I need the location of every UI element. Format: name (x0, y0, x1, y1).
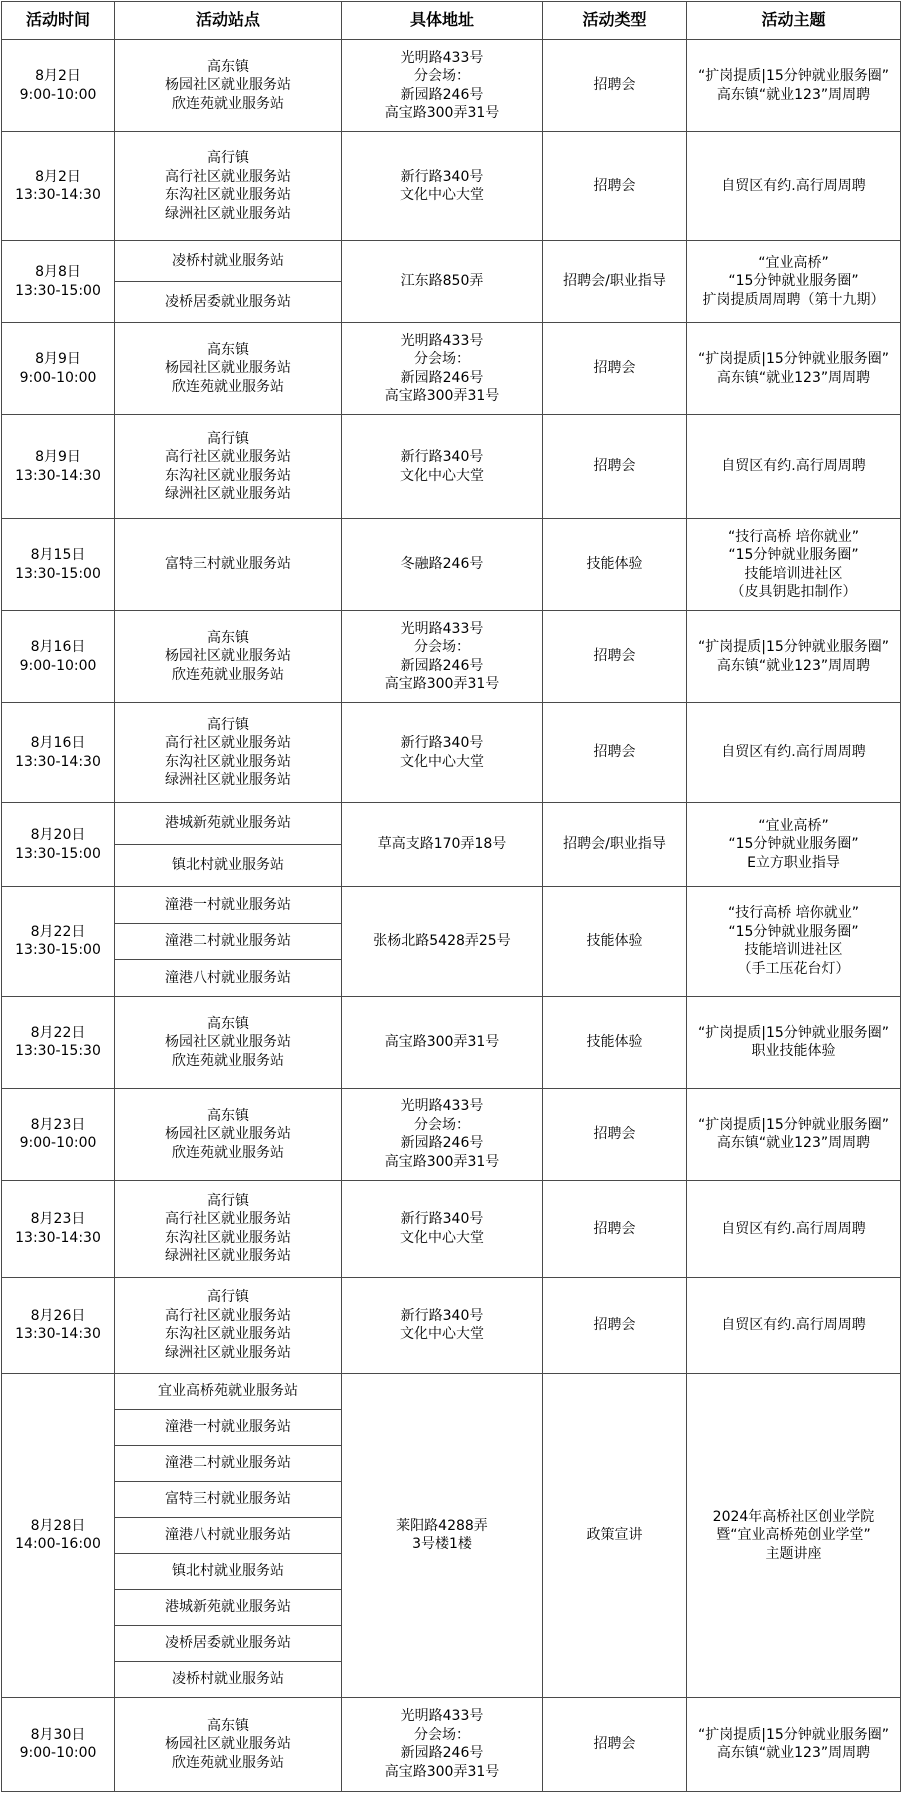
activity-theme: “宜业高桥” “15分钟就业服务圈” 扩岗提质周周聘（第十九期） (687, 241, 901, 323)
activity-time: 8月2日 9:00-10:00 (2, 40, 115, 132)
activity-type: 技能体验 (543, 887, 687, 997)
activity-station: 港城新苑就业服务站 (115, 803, 342, 845)
activity-theme: “宜业高桥” “15分钟就业服务圈” E立方职业指导 (687, 803, 901, 887)
schedule-table (1, 1, 901, 1792)
activity-time: 8月23日 9:00-10:00 (2, 1088, 115, 1180)
activity-time: 8月23日 13:30-14:30 (2, 1180, 115, 1277)
activity-type: 政策宣讲 (543, 1373, 687, 1697)
activity-type: 招聘会 (543, 611, 687, 703)
activity-station: 凌桥村就业服务站 (115, 241, 342, 282)
activity-time: 8月30日 9:00-10:00 (2, 1697, 115, 1791)
table-row (2, 415, 901, 519)
activity-address: 光明路433号 分会场： 新园路246号 高宝路300弄31号 (342, 1697, 543, 1791)
activity-theme: 自贸区有约.高行周周聘 (687, 132, 901, 241)
activity-address: 新行路340号 文化中心大堂 (342, 132, 543, 241)
activity-theme: “技行高桥 培你就业” “15分钟就业服务圈” 技能培训进社区 （皮具钥匙扣制作） (687, 519, 901, 611)
table-row (2, 1180, 901, 1277)
table-row (2, 1373, 901, 1409)
activity-type: 招聘会/职业指导 (543, 241, 687, 323)
activity-time: 8月15日 13:30-15:00 (2, 519, 115, 611)
activity-address: 莱阳路4288弄 3号楼1楼 (342, 1373, 543, 1697)
activity-theme: “扩岗提质|15分钟就业服务圈” 高东镇“就业123”周周聘 (687, 1088, 901, 1180)
activity-address: 光明路433号 分会场： 新园路246号 高宝路300弄31号 (342, 40, 543, 132)
activity-type: 招聘会 (543, 40, 687, 132)
activity-station: 高东镇 杨园社区就业服务站 欣连苑就业服务站 (115, 1088, 342, 1180)
activity-theme: “扩岗提质|15分钟就业服务圈” 职业技能体验 (687, 996, 901, 1088)
table-row (2, 611, 901, 703)
activity-station: 凌桥居委就业服务站 (115, 1625, 342, 1661)
activity-station: 宜业高桥苑就业服务站 (115, 1373, 342, 1409)
activity-station: 富特三村就业服务站 (115, 519, 342, 611)
activity-theme: “扩岗提质|15分钟就业服务圈” 高东镇“就业123”周周聘 (687, 611, 901, 703)
activity-theme: 自贸区有约.高行周周聘 (687, 415, 901, 519)
activity-station: 潼港八村就业服务站 (115, 1517, 342, 1553)
activity-type: 招聘会 (543, 415, 687, 519)
activity-theme: “扩岗提质|15分钟就业服务圈” 高东镇“就业123”周周聘 (687, 323, 901, 415)
activity-time: 8月22日 13:30-15:00 (2, 887, 115, 997)
activity-theme: 自贸区有约.高行周周聘 (687, 703, 901, 803)
activity-theme: “扩岗提质|15分钟就业服务圈” 高东镇“就业123”周周聘 (687, 1697, 901, 1791)
activity-station: 潼港一村就业服务站 (115, 1409, 342, 1445)
activity-station: 潼港二村就业服务站 (115, 1445, 342, 1481)
table-row (2, 1697, 901, 1791)
table-row (2, 703, 901, 803)
activity-time: 8月20日 13:30-15:00 (2, 803, 115, 887)
activity-time: 8月9日 13:30-14:30 (2, 415, 115, 519)
activity-time: 8月16日 9:00-10:00 (2, 611, 115, 703)
header-row (2, 2, 901, 40)
activity-address: 冬融路246号 (342, 519, 543, 611)
activity-address: 江东路850弄 (342, 241, 543, 323)
table-row (2, 1277, 901, 1373)
schedule-body (2, 40, 901, 1792)
activity-theme: 自贸区有约.高行周周聘 (687, 1277, 901, 1373)
header-type: 活动类型 (543, 2, 687, 40)
header-station: 活动站点 (115, 2, 342, 40)
activity-station: 潼港八村就业服务站 (115, 960, 342, 997)
activity-time: 8月2日 13:30-14:30 (2, 132, 115, 241)
activity-address: 光明路433号 分会场： 新园路246号 高宝路300弄31号 (342, 1088, 543, 1180)
activity-type: 招聘会 (543, 132, 687, 241)
activity-time: 8月22日 13:30-15:30 (2, 996, 115, 1088)
header-theme: 活动主题 (687, 2, 901, 40)
activity-address: 新行路340号 文化中心大堂 (342, 703, 543, 803)
table-row (2, 132, 901, 241)
activity-station: 高东镇 杨园社区就业服务站 欣连苑就业服务站 (115, 323, 342, 415)
activity-type: 招聘会/职业指导 (543, 803, 687, 887)
table-row (2, 1088, 901, 1180)
table-row (2, 241, 901, 282)
table-row (2, 519, 901, 611)
table-row (2, 323, 901, 415)
table-row (2, 803, 901, 845)
activity-theme: “扩岗提质|15分钟就业服务圈” 高东镇“就业123”周周聘 (687, 40, 901, 132)
activity-time: 8月9日 9:00-10:00 (2, 323, 115, 415)
activity-station: 高行镇 高行社区就业服务站 东沟社区就业服务站 绿洲社区就业服务站 (115, 1180, 342, 1277)
activity-station: 高东镇 杨园社区就业服务站 欣连苑就业服务站 (115, 996, 342, 1088)
activity-type: 招聘会 (543, 1088, 687, 1180)
activity-station: 高行镇 高行社区就业服务站 东沟社区就业服务站 绿洲社区就业服务站 (115, 1277, 342, 1373)
activity-address: 草高支路170弄18号 (342, 803, 543, 887)
activity-address: 新行路340号 文化中心大堂 (342, 1180, 543, 1277)
activity-theme: 自贸区有约.高行周周聘 (687, 1180, 901, 1277)
activity-station: 潼港一村就业服务站 (115, 887, 342, 924)
activity-time: 8月28日 14:00-16:00 (2, 1373, 115, 1697)
activity-station: 镇北村就业服务站 (115, 845, 342, 887)
activity-station: 高东镇 杨园社区就业服务站 欣连苑就业服务站 (115, 40, 342, 132)
activity-station: 高行镇 高行社区就业服务站 东沟社区就业服务站 绿洲社区就业服务站 (115, 703, 342, 803)
activity-station: 镇北村就业服务站 (115, 1553, 342, 1589)
table-row (2, 996, 901, 1088)
activity-time: 8月26日 13:30-14:30 (2, 1277, 115, 1373)
activity-type: 技能体验 (543, 519, 687, 611)
activity-address: 新行路340号 文化中心大堂 (342, 415, 543, 519)
activity-type: 招聘会 (543, 703, 687, 803)
activity-station: 港城新苑就业服务站 (115, 1589, 342, 1625)
table-row (2, 887, 901, 924)
activity-station: 凌桥居委就业服务站 (115, 282, 342, 323)
activity-time: 8月8日 13:30-15:00 (2, 241, 115, 323)
activity-type: 招聘会 (543, 1180, 687, 1277)
activity-theme: “技行高桥 培你就业” “15分钟就业服务圈” 技能培训进社区 （手工压花台灯） (687, 887, 901, 997)
activity-station: 高东镇 杨园社区就业服务站 欣连苑就业服务站 (115, 611, 342, 703)
activity-type: 技能体验 (543, 996, 687, 1088)
header-address: 具体地址 (342, 2, 543, 40)
activity-station: 高行镇 高行社区就业服务站 东沟社区就业服务站 绿洲社区就业服务站 (115, 415, 342, 519)
header-time: 活动时间 (2, 2, 115, 40)
activity-address: 新行路340号 文化中心大堂 (342, 1277, 543, 1373)
activity-station: 高东镇 杨园社区就业服务站 欣连苑就业服务站 (115, 1697, 342, 1791)
activity-address: 光明路433号 分会场： 新园路246号 高宝路300弄31号 (342, 323, 543, 415)
activity-station: 高行镇 高行社区就业服务站 东沟社区就业服务站 绿洲社区就业服务站 (115, 132, 342, 241)
activity-station: 潼港二村就业服务站 (115, 923, 342, 960)
activity-time: 8月16日 13:30-14:30 (2, 703, 115, 803)
activity-address: 光明路433号 分会场： 新园路246号 高宝路300弄31号 (342, 611, 543, 703)
activity-address: 高宝路300弄31号 (342, 996, 543, 1088)
activity-type: 招聘会 (543, 1277, 687, 1373)
activity-type: 招聘会 (543, 323, 687, 415)
activity-type: 招聘会 (543, 1697, 687, 1791)
table-row (2, 40, 901, 132)
activity-station: 富特三村就业服务站 (115, 1481, 342, 1517)
activity-station: 凌桥村就业服务站 (115, 1661, 342, 1697)
activity-theme: 2024年高桥社区创业学院 暨“宜业高桥苑创业学堂” 主题讲座 (687, 1373, 901, 1697)
activity-address: 张杨北路5428弄25号 (342, 887, 543, 997)
